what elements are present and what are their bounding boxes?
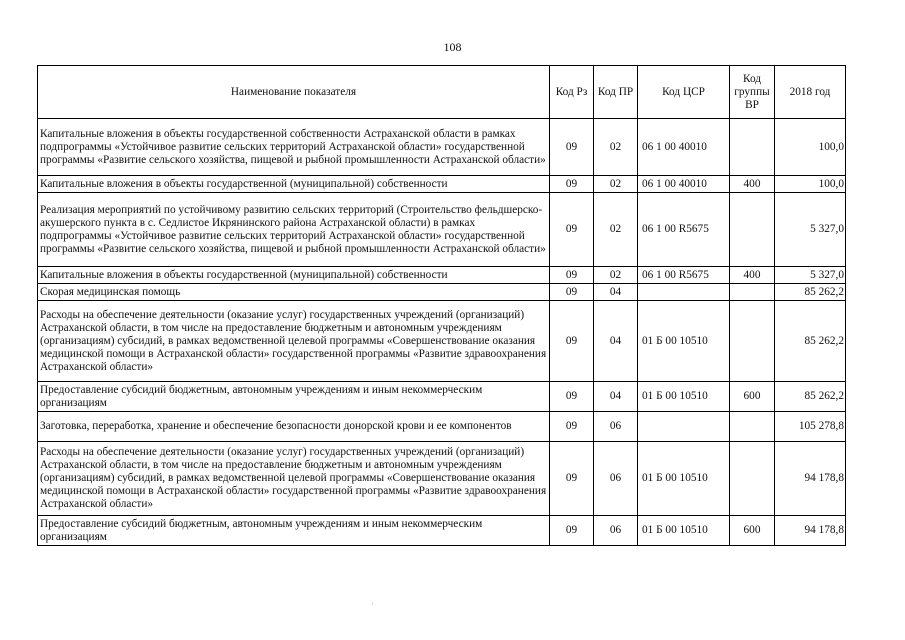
row-year: 94 178,8 (775, 442, 846, 516)
row-pr: 04 (594, 382, 638, 412)
row-year: 5 327,0 (775, 193, 846, 267)
row-csr (638, 284, 730, 301)
budget-table (37, 65, 846, 546)
row-rz: 09 (550, 176, 594, 193)
row-name: Предоставление субсидий бюджетным, автономным учреждениям и иным некоммерческим организациям (38, 516, 550, 546)
row-csr: 06 1 00 40010 (638, 119, 730, 176)
table-row (38, 301, 846, 382)
row-name: Реализация мероприятий по устойчивому развитию сельских территорий (Строительство фельдшерско-акушерского пункта в с. Седлистое Икрянинского района Астраханской области) в рамках подпрограммы «Устойчивое развитие сельских территорий Астраханской области» государственной программы «Развитие сельского хозяйства, пищевой и рыбной промышленности Астраханской области» (38, 193, 550, 267)
row-year: 85 262,2 (775, 301, 846, 382)
row-rz: 09 (550, 442, 594, 516)
table-row (38, 193, 846, 267)
row-year: 85 262,2 (775, 284, 846, 301)
row-pr: 06 (594, 442, 638, 516)
header-year: 2018 год (775, 66, 846, 119)
table-row (38, 267, 846, 284)
table-row (38, 382, 846, 412)
row-pr: 06 (594, 516, 638, 546)
row-name: Заготовка, переработка, хранение и обеспечение безопасности донорской крови и ее компонентов (38, 412, 550, 442)
row-vr (730, 193, 775, 267)
row-rz: 09 (550, 284, 594, 301)
row-name: Расходы на обеспечение деятельности (оказание услуг) государственных учреждений (организаций) Астраханской области, в том числе на предоставление бюджетным и автономным учреждениям (организациям) субсидий, в рамках ведомственной целевой программы «Совершенствование оказания медицинской помощи в Астраханской области» государственной программы «Развитие здравоохранения Астраханской области» (38, 442, 550, 516)
row-name: Капитальные вложения в объекты государственной собственности Астраханской области в рамках подпрограммы «Устойчивое развитие сельских территорий Астраханской области» государственной программы «Развитие сельского хозяйства, пищевой и рыбной промышленности Астраханской области» (38, 119, 550, 176)
row-pr: 04 (594, 284, 638, 301)
row-rz: 09 (550, 382, 594, 412)
row-pr: 02 (594, 176, 638, 193)
table-row (38, 442, 846, 516)
row-csr: 06 1 00 R5675 (638, 267, 730, 284)
header-rz: Код Рз (550, 66, 594, 119)
row-name: Капитальные вложения в объекты государственной (муниципальной) собственности (38, 267, 550, 284)
row-year: 85 262,2 (775, 382, 846, 412)
row-year: 5 327,0 (775, 267, 846, 284)
row-year: 100,0 (775, 119, 846, 176)
row-csr: 01 Б 00 10510 (638, 442, 730, 516)
row-csr: 06 1 00 R5675 (638, 193, 730, 267)
row-rz: 09 (550, 412, 594, 442)
header-pr: Код ПР (594, 66, 638, 119)
row-csr (638, 412, 730, 442)
row-name: Скорая медицинская помощь (38, 284, 550, 301)
row-pr: 06 (594, 412, 638, 442)
row-rz: 09 (550, 301, 594, 382)
row-vr: 600 (730, 382, 775, 412)
row-rz: 09 (550, 193, 594, 267)
table-header-row (38, 66, 846, 119)
table-row (38, 516, 846, 546)
row-rz: 09 (550, 267, 594, 284)
row-vr: 400 (730, 176, 775, 193)
row-vr: 400 (730, 267, 775, 284)
row-name: Расходы на обеспечение деятельности (оказание услуг) государственных учреждений (организаций) Астраханской области, в том числе на предоставление бюджетным и автономным учреждениям (организациям) субсидий, в рамках ведомственной целевой программы «Совершенствование оказания медицинской помощи в Астраханской области» государственной программы «Развитие здравоохранения Астраханской области» (38, 301, 550, 382)
table-row (38, 176, 846, 193)
row-pr: 04 (594, 301, 638, 382)
header-csr: Код ЦСР (638, 66, 730, 119)
row-vr (730, 119, 775, 176)
row-pr: 02 (594, 267, 638, 284)
scan-speck (372, 603, 373, 604)
header-vr: Код группы ВР (730, 66, 775, 119)
header-name: Наименование показателя (38, 66, 550, 119)
row-name: Предоставление субсидий бюджетным, автономным учреждениям и иным некоммерческим организациям (38, 382, 550, 412)
row-vr (730, 412, 775, 442)
row-csr: 01 Б 00 10510 (638, 516, 730, 546)
row-vr (730, 284, 775, 301)
row-csr: 01 Б 00 10510 (638, 301, 730, 382)
row-rz: 09 (550, 516, 594, 546)
row-vr (730, 442, 775, 516)
row-csr: 06 1 00 40010 (638, 176, 730, 193)
table-row (38, 412, 846, 442)
row-year: 100,0 (775, 176, 846, 193)
row-csr: 01 Б 00 10510 (638, 382, 730, 412)
row-vr: 600 (730, 516, 775, 546)
row-pr: 02 (594, 193, 638, 267)
row-pr: 02 (594, 119, 638, 176)
row-rz: 09 (550, 119, 594, 176)
page-number: 108 (443, 40, 462, 54)
row-year: 105 278,8 (775, 412, 846, 442)
row-vr (730, 301, 775, 382)
table-row (38, 119, 846, 176)
row-year: 94 178,8 (775, 516, 846, 546)
table-row (38, 284, 846, 301)
row-name: Капитальные вложения в объекты государственной (муниципальной) собственности (38, 176, 550, 193)
